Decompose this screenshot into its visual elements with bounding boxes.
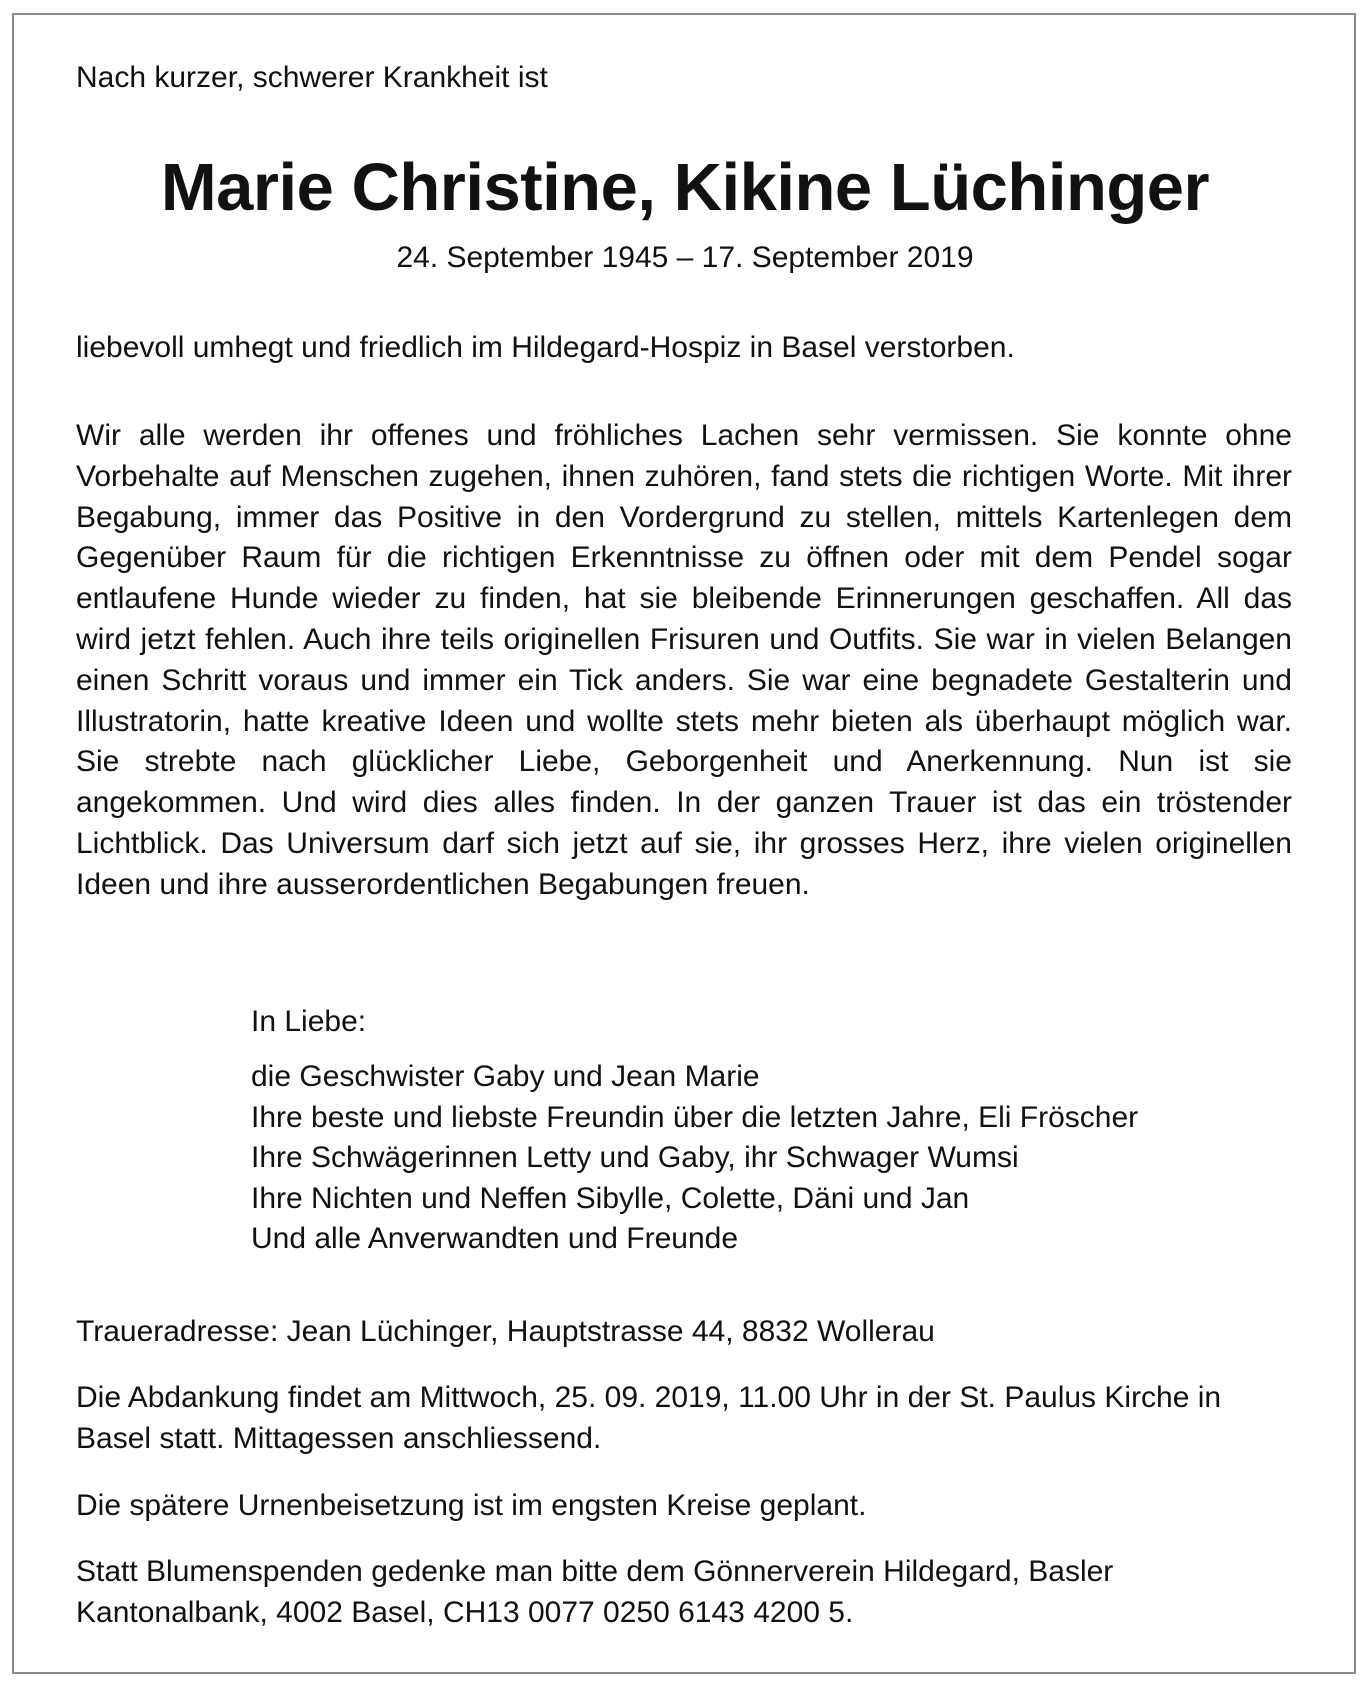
ceremony-info: Die Abdankung findet am Mittwoch, 25. 09. 2019, 11.00 Uhr in der St. Paulus Kirche in Basel statt. Mittagessen anschliessend.: [76, 1381, 1222, 1455]
in-love-heading: In Liebe:: [251, 1005, 367, 1038]
life-dates: 24. September 1945 – 17. September 2019: [396, 241, 974, 274]
family-item: Ihre Schwägerinnen Letty und Gaby, ihr Schwager Wumsi: [251, 1141, 1019, 1174]
passing-text: liebevoll umhegt und friedlich im Hildegard-Hospiz in Basel verstorben.: [76, 331, 1015, 364]
family-item: Und alle Anverwandten und Freunde: [251, 1222, 739, 1255]
deceased-name: Marie Christine, Kikine Lüchinger: [160, 150, 1210, 225]
family-item: die Geschwister Gaby und Jean Marie: [251, 1060, 760, 1093]
tribute-paragraph: Wir alle werden ihr offenes und fröhliches Lachen sehr vermissen. Sie konnte ohne Vorbehalte auf Menschen zugehen, ihnen zuhören, fand stets die richtigen Worte. Mit ihrer Begabung, immer das Positive in den Vordergrund zu stellen, mittels Kartenlegen dem Gegenüber Raum für die richtigen Erkenntnisse zu öffnen oder mit dem Pendel sogar entlaufene Hunde wieder zu finden, hat sie bleibende Erinnerungen geschaffen. All das wird jetzt fehlen. Auch ihre teils originellen Frisuren und Outfits. Sie war in vielen Belangen einen Schritt voraus und immer ein Tick anders. Sie war eine begnadete Gestalterin und Illustratorin, hatte kreative Ideen und wollte stets mehr bieten als überhaupt möglich war. Sie strebte nach glücklicher Liebe, Geborgenheit und Anerkennung. Nun ist sie angekommen. Und wird dies alles finden. In der ganzen Trauer ist das ein tröstender Lichtblick. Das Universum darf sich jetzt auf sie, ihr grosses Herz, ihre vielen originellen Ideen und ihre ausserordentlichen Begabungen freuen.: [76, 419, 1292, 901]
mourning-address: Traueradresse: Jean Lüchinger, Hauptstrasse 44, 8832 Wollerau: [76, 1315, 935, 1348]
family-list: [251, 1057, 1138, 1260]
burial-info: Die spätere Urnenbeisetzung ist im engsten Kreise geplant.: [76, 1489, 867, 1522]
donation-info: Statt Blumenspenden gedenke man bitte dem Gönnerverein Hildegard, Basler Kantonalbank, 4002 Basel, CH13 0077 0250 6143 4200 5.: [76, 1555, 1114, 1629]
family-item: Ihre beste und liebste Freundin über die letzten Jahre, Eli Fröscher: [251, 1100, 1139, 1134]
family-item: Ihre Nichten und Neffen Sibylle, Colette, Däni und Jan: [251, 1181, 970, 1215]
intro-text: Nach kurzer, schwerer Krankheit ist: [76, 61, 548, 94]
